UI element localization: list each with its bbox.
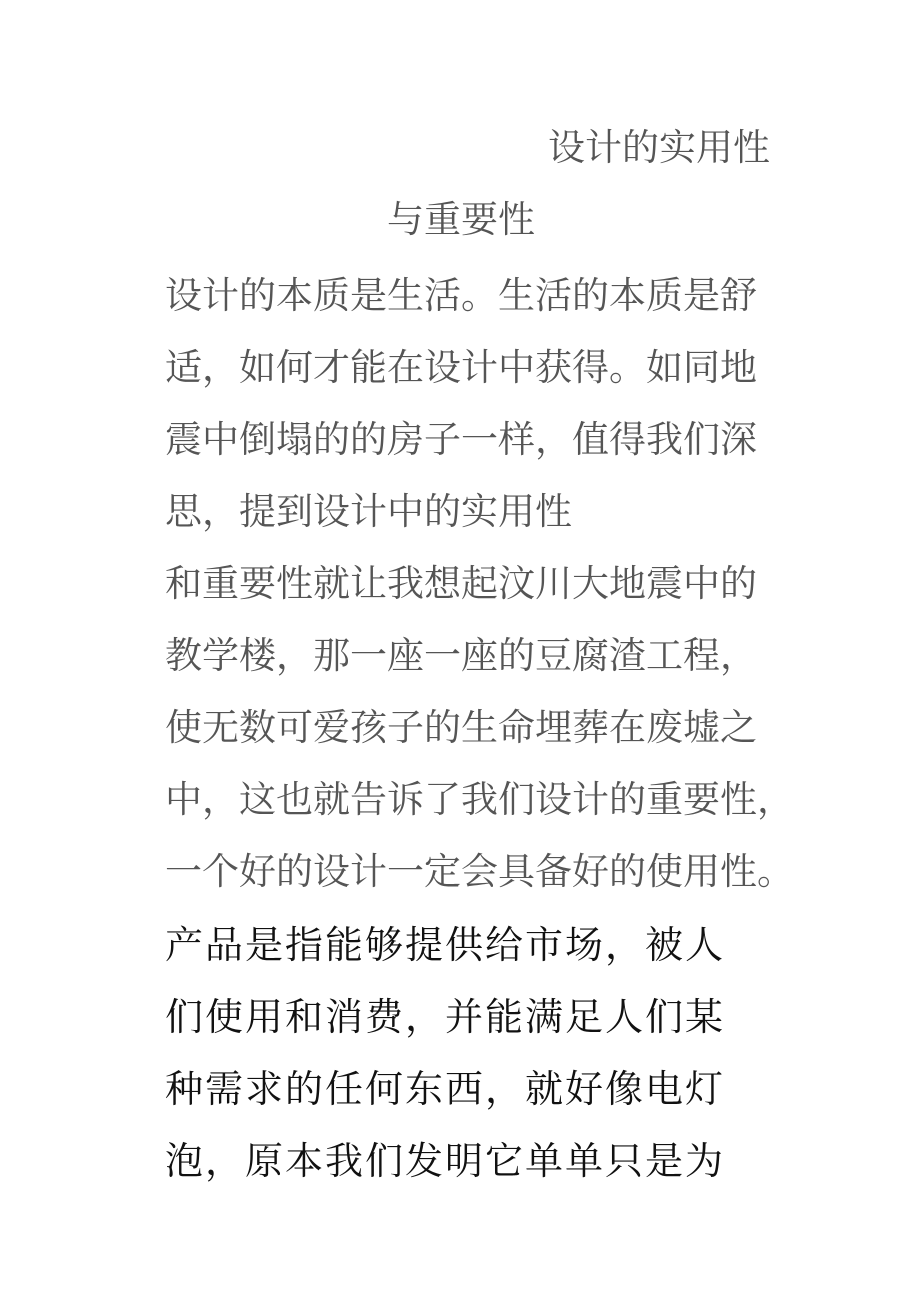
title-line-1: 设计的实用性 (548, 126, 770, 169)
paragraph2-line-1: 和重要性就让我想起汶川大地震中的 (165, 562, 757, 605)
paragraph3-line-3: 种需求的任何东西，就好像电灯 (165, 1067, 726, 1111)
paragraph2-line-3: 使无数可爱孩子的生命埋葬在废墟之 (165, 706, 757, 749)
paragraph2-line-2: 教学楼，那一座一座的豆腐渣工程， (165, 634, 757, 677)
title-line-2: 与重要性 (387, 198, 535, 241)
paragraph1-line-3: 震中倒塌的的房子一样，值得我们深 (165, 418, 757, 461)
paragraph3-line-1: 产品是指能够提供给市场，被人 (165, 923, 726, 967)
paragraph1-line-4: 思，提到设计中的实用性 (165, 490, 572, 533)
paragraph3-line-2: 们使用和消费，并能满足人们某 (165, 995, 726, 1039)
paragraph2-line-5: 一个好的设计一定会具备好的使用性。 (165, 850, 794, 893)
paragraph3-line-4: 泡，原本我们发明它单单只是为 (165, 1139, 726, 1183)
paragraph1-line-1: 设计的本质是生活。生活的本质是舒 (165, 274, 757, 317)
paragraph2-line-4: 中，这也就告诉了我们设计的重要性， (165, 778, 794, 821)
paragraph1-line-2: 适，如何才能在设计中获得。如同地 (165, 346, 757, 389)
